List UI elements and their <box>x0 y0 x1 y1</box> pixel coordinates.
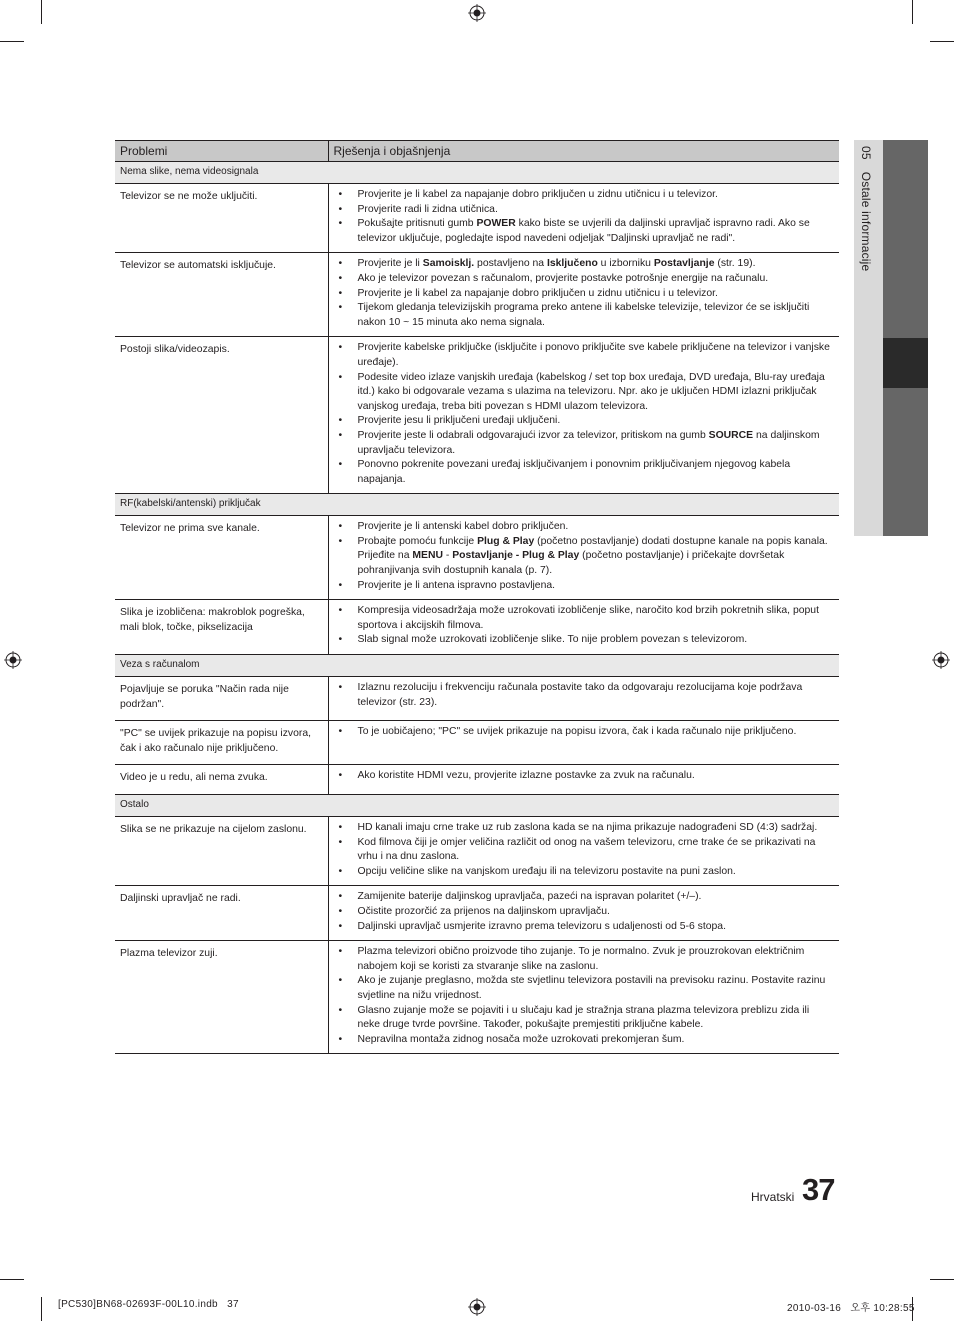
table-header-row <box>115 141 839 162</box>
crop-mark <box>41 0 42 24</box>
table-row <box>115 184 839 253</box>
table-row <box>115 337 839 494</box>
section-title: Nema slike, nema videosignala <box>115 162 839 184</box>
solution-item <box>329 1033 832 1048</box>
solution-text: Provjerite je li antenski kabel dobro priključen. <box>357 521 569 533</box>
solution-item <box>329 414 832 429</box>
solution-cell <box>328 886 839 941</box>
solution-item <box>329 458 832 487</box>
table-row <box>115 677 839 721</box>
solution-text: Provjerite jeste li odabrali odgovarajući izvor za televizor, pritiskom na gumb <box>357 429 709 441</box>
troubleshooting-table <box>115 140 839 1054</box>
solution-keyword: Samoisklj. <box>422 258 475 270</box>
solution-keyword: MENU <box>412 550 443 562</box>
solution-item <box>329 974 832 1003</box>
solution-item <box>329 257 832 272</box>
solution-text: u izborniku <box>597 258 654 270</box>
solution-cell <box>328 184 839 253</box>
solution-item <box>329 341 832 370</box>
crop-mark <box>0 1279 24 1280</box>
problem-cell: Pojavljuje se poruka "Način rada nije podržan". <box>115 677 328 721</box>
solution-text: - <box>442 550 453 562</box>
print-slug-date: 2010-03-16 오후 10:28:55 <box>787 1303 915 1314</box>
problem-cell: Slika se ne prikazuje na cijelom zaslonu. <box>115 817 328 886</box>
solution-text: postavljeno na <box>474 258 547 270</box>
table-row <box>115 721 839 765</box>
solution-text: Očistite prozorčić za prijenos na daljinskom upravljaču. <box>357 905 610 917</box>
footer-language: Hrvatski <box>751 1190 795 1204</box>
solution-item <box>329 272 832 287</box>
header-solutions: Rješenja i objašnjenja <box>328 141 839 162</box>
solution-item <box>329 905 832 920</box>
section-row <box>115 162 839 184</box>
solution-text: Izlaznu rezoluciju i frekvenciju računala postavite tako da odgovaraju rezolucijama koje podržava televizor (str. 23). <box>357 682 803 708</box>
solution-text: Provjerite je li kabel za napajanje dobro priključen u zidnu utičnicu i u televizor. <box>357 189 718 200</box>
crop-mark <box>912 0 913 24</box>
solution-text: Kod filmova čiji je omjer veličina različit od onog na vašem televizoru, crne trake će se prikazivati na vrhu i na dnu zaslona. <box>357 836 816 863</box>
chapter-number: 05 <box>859 146 873 160</box>
solution-text: Glasno zujanje može se pojaviti i u slučaju kad je stražnja strana plazma televizora preblizu zida ili neke druge tvrde površine. Također, pokušajte premjestiti priključne kabele. <box>357 1004 810 1031</box>
solution-text: Provjerite je li <box>357 258 423 270</box>
solution-item <box>329 725 832 740</box>
solution-keyword: Postavljanje <box>653 258 715 270</box>
solution-text: Ako je televizor povezan s računalom, provjerite postavke potrošnje energije na računalu. <box>357 272 769 284</box>
solution-text: Podesite video izlaze vanjskih uređaja (kabelskog / set top box uređaja, DVD uređaja, Blu-ray uređaja itd.) kako bi odgovarale vezama s ulazima na televizoru. Npr. ako je uključen HDMI izlazni priključak vanjskog uređaja, treba biti povezan s HDMI ulazom televizora. <box>357 371 825 412</box>
crop-mark <box>0 41 24 42</box>
solution-item <box>329 287 832 302</box>
section-title: Veza s računalom <box>115 655 839 677</box>
solution-list <box>329 681 832 710</box>
problem-cell: Plazma televizor zuji. <box>115 941 328 1054</box>
registration-mark-icon <box>468 4 486 22</box>
solution-item <box>329 535 832 579</box>
solution-item <box>329 188 832 203</box>
table-row <box>115 941 839 1054</box>
solution-cell <box>328 253 839 337</box>
registration-mark-icon <box>468 1298 486 1316</box>
problem-cell: Televizor se automatski isključuje. <box>115 253 328 337</box>
solution-text: Opciju veličine slike na vanjskom uređaju ili na televizoru postavite na puni zaslon. <box>357 865 736 877</box>
solution-item <box>329 371 832 415</box>
solution-item <box>329 520 832 535</box>
solution-item <box>329 945 832 974</box>
solution-item <box>329 217 832 246</box>
crop-mark <box>930 41 954 42</box>
solution-list <box>329 769 832 784</box>
solution-item <box>329 890 832 905</box>
crop-mark <box>930 1279 954 1280</box>
chapter-tab-bar <box>883 388 928 536</box>
solution-item <box>329 429 832 458</box>
solution-item <box>329 604 832 633</box>
table-row <box>115 516 839 600</box>
problem-cell: "PC" se uvijek prikazuje na popisu izvora, čak i ako računalo nije priključeno. <box>115 721 328 765</box>
section-title: Ostalo <box>115 795 839 817</box>
section-row <box>115 795 839 817</box>
solution-text: Kompresija videosadržaja može uzrokovati izobličenje slike, naročito kod brzih pokretnih slika, poput sportova i akcijskih filmova. <box>357 605 819 631</box>
solution-cell <box>328 600 839 655</box>
solution-item <box>329 633 832 648</box>
problem-cell: Slika je izobličena: makroblok pogreška, mali blok, točke, pikselizacija <box>115 600 328 655</box>
solution-item <box>329 769 832 784</box>
solution-text: Slab signal može uzrokovati izobličenje slike. To nije problem povezan s televizorom. <box>357 634 748 646</box>
solution-text: (početno postavljanje) dodati dostupne kanale na popis kanala. Prijeđite na <box>357 535 828 562</box>
solution-text: Nepravilna montaža zidnog nosača može uzrokovati prekomjeran šum. <box>357 1033 685 1045</box>
solution-list <box>329 188 832 246</box>
solution-list <box>329 520 832 593</box>
solution-text: Provjerite jesu li priključeni uređaji uključeni. <box>357 415 561 427</box>
table-row <box>115 600 839 655</box>
problem-cell: Daljinski upravljač ne radi. <box>115 886 328 941</box>
solution-list <box>329 945 832 1047</box>
solution-item <box>329 301 832 330</box>
table-row <box>115 886 839 941</box>
registration-mark-icon <box>4 651 22 669</box>
solution-keyword: Plug & Play <box>477 535 535 547</box>
solution-list <box>329 890 832 934</box>
solution-text: Tijekom gledanja televizijskih programa preko antene ili kabelske televizije, televizor će se isključiti nakon 10 ~ 15 minuta ako nema signala. <box>357 302 810 328</box>
solution-list <box>329 725 832 740</box>
solution-text: Pokušajte pritisnuti gumb <box>357 218 477 230</box>
chapter-title: Ostale informacije <box>859 171 873 272</box>
solution-item <box>329 579 832 594</box>
solution-text: Provjerite radi li zidna utičnica. <box>357 203 498 215</box>
solution-cell <box>328 337 839 494</box>
solution-text: Zamijenite baterije daljinskog upravljača, pazeći na ispravan polaritet (+/–). <box>357 891 702 903</box>
section-row <box>115 494 839 516</box>
chapter-tab-bar <box>883 140 928 338</box>
solution-text: na daljinskom upravljaču televizora. <box>357 429 820 456</box>
solution-keyword: Isključeno <box>546 258 598 270</box>
solution-cell <box>328 721 839 765</box>
problem-cell: Postoji slika/videozapis. <box>115 337 328 494</box>
solution-text: Provjerite kabelske priključke (isključite i ponovo priključite sve kabele priključene na televizor i vanjske uređaje). <box>357 342 830 368</box>
solution-cell <box>328 765 839 795</box>
header-problems: Problemi <box>115 141 328 162</box>
problem-cell: Video je u redu, ali nema zvuka. <box>115 765 328 795</box>
solution-item <box>329 836 832 865</box>
solution-cell <box>328 817 839 886</box>
solution-item <box>329 865 832 880</box>
solution-cell <box>328 516 839 600</box>
table-row <box>115 253 839 337</box>
solution-text: Probajte pomoću funkcije <box>357 535 478 547</box>
solution-text: Ako koristite HDMI vezu, provjerite izlazne postavke za zvuk na računalu. <box>357 770 695 782</box>
problem-cell: Televizor se ne može uključiti. <box>115 184 328 253</box>
solution-item <box>329 821 832 836</box>
solution-text: kako biste se uvjerili da daljinski upravljač ispravno radi. Ako se televizor uključuje, pogledajte ispod navedeni odjeljak "Daljinski upravljač ne radi". <box>357 218 810 244</box>
solution-text: (početno postavljanje) i pričekajte dovršetak pohranjivanja svih dostupnih kanala (p. 7). <box>357 550 785 577</box>
chapter-tab-label <box>859 146 873 271</box>
section-title: RF(kabelski/antenski) priključak <box>115 494 839 516</box>
solution-item <box>329 1004 832 1033</box>
solution-text: Ako je zujanje preglasno, možda ste svjetlinu televizora postavili na previsoku razinu. Postavite razinu svjetline na nižu vrijednost. <box>357 975 826 1001</box>
solution-list <box>329 821 832 879</box>
solution-cell <box>328 941 839 1054</box>
solution-keyword: Postavljanje - Plug & Play <box>452 550 580 562</box>
solution-list <box>329 257 832 330</box>
table-row <box>115 765 839 795</box>
section-row <box>115 655 839 677</box>
solution-text: Daljinski upravljač usmjerite izravno prema televizoru s udaljenosti od 5-6 stopa. <box>357 920 726 932</box>
solution-text: Ponovno pokrenite povezani uređaj isključivanjem i ponovnim priključivanjem njegovog kabela napajanja. <box>357 459 791 485</box>
solution-list <box>329 604 832 648</box>
solution-item <box>329 681 832 710</box>
solution-list <box>329 341 832 487</box>
solution-item <box>329 203 832 218</box>
solution-text: Provjerite je li antena ispravno postavljena. <box>357 579 556 591</box>
solution-text: Provjerite je li kabel za napajanje dobro priključen u zidnu utičnicu i u televizor. <box>357 287 718 299</box>
table-row <box>115 817 839 886</box>
registration-mark-icon <box>932 651 950 669</box>
print-slug-file: [PC530]BN68-02693F-00L10.indb 37 <box>58 1299 239 1310</box>
solution-text: HD kanali imaju crne trake uz rub zaslona kada se na njima prikazuje nadograđeni SD (4:3) sadržaj. <box>357 822 818 833</box>
solution-text: Plazma televizori obično proizvode tiho zujanje. To je normalno. Zvuk je prouzrokovan električnim nabojem koji se koristi za stvaranje slike na zaslonu. <box>357 946 805 972</box>
page-number: 37 <box>802 1172 835 1207</box>
solution-item <box>329 920 832 935</box>
problem-cell: Televizor ne prima sve kanale. <box>115 516 328 600</box>
chapter-tab-current-marker <box>883 338 928 388</box>
solution-keyword: SOURCE <box>708 429 754 441</box>
solution-cell <box>328 677 839 721</box>
solution-keyword: POWER <box>476 218 516 230</box>
crop-mark <box>41 1297 42 1321</box>
solution-text: (str. 19). <box>714 258 756 270</box>
solution-text: To je uobičajeno; "PC" se uvijek prikazuje na popisu izvora, čak i kada računalo nije priključeno. <box>357 726 797 738</box>
